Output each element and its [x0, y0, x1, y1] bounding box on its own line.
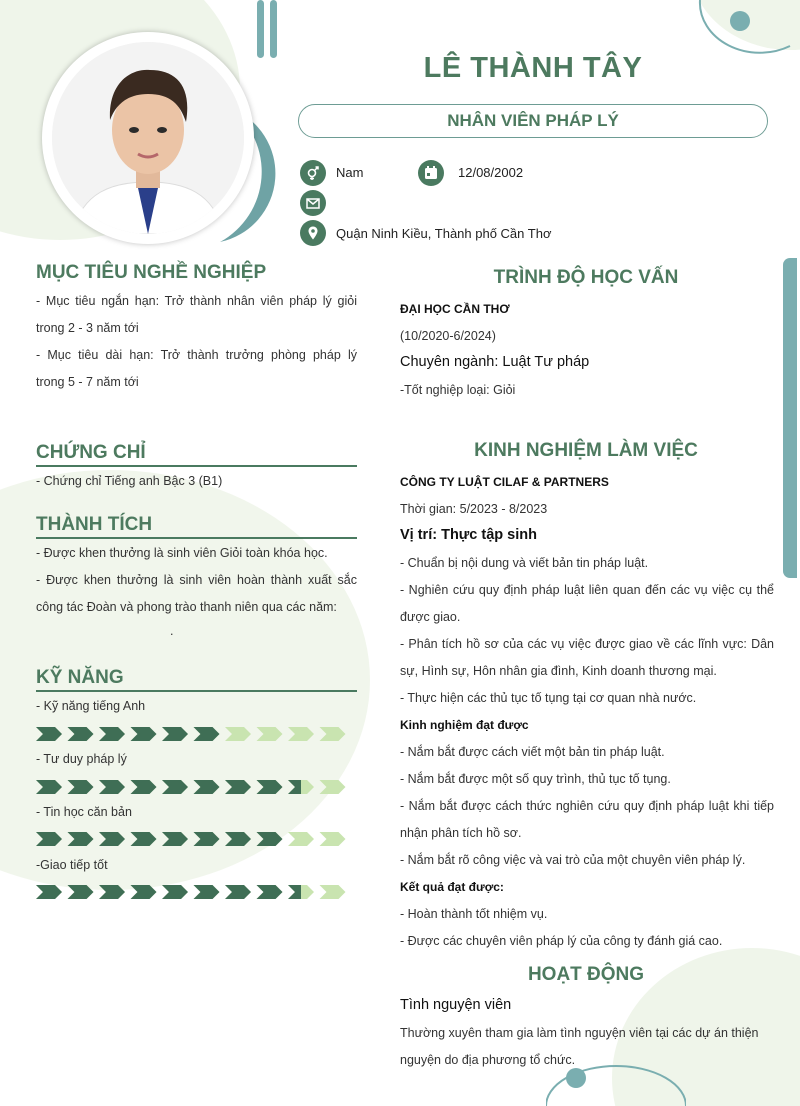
- skill-level-bar: [36, 884, 348, 900]
- skill-level-bar: [36, 726, 348, 742]
- activity-line: Thường xuyên tham gia làm tình nguyện viên tại các dự án thiện: [400, 1026, 759, 1040]
- skill-chevron-filled: [36, 727, 62, 741]
- skill-chevron-filled: [99, 832, 125, 846]
- profile-photo: [52, 42, 244, 234]
- skill-chevron: [225, 727, 251, 741]
- duty-line: sự, Hình sự, Hôn nhân gia đình, Kinh doanh thương mại.: [400, 664, 717, 678]
- skill-chevron: [320, 780, 346, 794]
- certificates-heading: CHỨNG CHỈ: [36, 442, 357, 467]
- activities-heading: HOẠT ĐỘNG: [527, 964, 645, 985]
- objective-short-term: [36, 288, 357, 396]
- activity-description: [400, 1020, 774, 1074]
- duty-line: - Nghiên cứu quy định pháp luật liên quan đến các vụ việc cụ thể: [400, 583, 774, 597]
- objective-line: trong 5 - 7 năm tới: [36, 375, 139, 389]
- skill-chevron: [257, 727, 283, 741]
- education-heading: TRÌNH ĐỘ HỌC VẤN: [493, 267, 679, 288]
- achievements-heading: THÀNH TÍCH: [36, 514, 357, 539]
- skill-chevron-filled: [99, 885, 125, 899]
- experience-company: CÔNG TY LUẬT CILAF & PARTNERS: [400, 475, 609, 489]
- skill-chevron-filled: [257, 780, 283, 794]
- objective-heading: MỤC TIÊU NGHỀ NGHIỆP: [36, 262, 267, 283]
- duty-line: - Phân tích hồ sơ của các vụ việc được giao về các lĩnh vực: Dân: [400, 637, 774, 651]
- skill-chevron-filled: [68, 727, 94, 741]
- objective-line: trong 2 - 3 năm tới: [36, 321, 139, 335]
- skill-name: - Kỹ năng tiếng Anh: [36, 699, 146, 713]
- skill-chevron-filled: [194, 885, 220, 899]
- skill-chevron-filled: [225, 885, 251, 899]
- gained-line: nhận phân tích hồ sơ.: [400, 826, 522, 840]
- gained-line: - Nắm bắt được cách thức nghiên cứu quy định pháp luật khi tiếp: [400, 799, 774, 813]
- skill-chevron-filled: [225, 832, 251, 846]
- decor-bar-2: [270, 0, 277, 58]
- skill-chevron: [320, 727, 346, 741]
- skill-chevron-filled: [162, 727, 188, 741]
- education-major: Chuyên ngành: Luật Tư pháp: [400, 354, 590, 370]
- gender-icon: [300, 160, 326, 186]
- experience-result-heading: Kết quả đạt được:: [400, 880, 504, 894]
- education-period: (10/2020-6/2024): [400, 329, 496, 343]
- skill-chevron-filled: [131, 885, 157, 899]
- education-school: ĐẠI HỌC CẦN THƠ: [400, 302, 510, 316]
- skill-chevron-filled: [68, 885, 94, 899]
- experience-gained-list: [400, 739, 774, 874]
- skill-chevron-filled: [194, 832, 220, 846]
- decor-bar-1: [257, 0, 264, 58]
- result-line: - Được các chuyên viên pháp lý của công ty đánh giá cao.: [400, 934, 723, 948]
- experience-results-list: [400, 901, 774, 955]
- job-title-badge: [298, 104, 768, 138]
- skill-chevron-filled: [257, 832, 283, 846]
- gained-line: - Nắm bắt được cách viết một bản tin pháp luật.: [400, 745, 665, 759]
- experience-duties: [400, 550, 774, 712]
- skill-chevron-filled: [162, 780, 188, 794]
- achievement-dot: .: [170, 624, 174, 638]
- skill-chevron-filled: [131, 780, 157, 794]
- skill-chevron-filled: [257, 885, 283, 899]
- skill-level-bar: [36, 779, 348, 795]
- skill-name: - Tư duy pháp lý: [36, 752, 127, 766]
- objective-line: - Mục tiêu dài hạn: Trở thành trưởng phòng pháp lý: [36, 348, 357, 362]
- skill-chevron-filled: [68, 780, 94, 794]
- skill-chevron: [288, 727, 314, 741]
- achievements-list: [36, 540, 357, 621]
- skill-chevron-filled: [131, 727, 157, 741]
- achievement-line: - Được khen thưởng là sinh viên hoàn thành xuất sắc: [36, 573, 357, 587]
- experience-position: Vị trí: Thực tập sinh: [400, 527, 537, 543]
- duty-line: - Thực hiện các thủ tục tố tụng tại cơ quan nhà nước.: [400, 691, 697, 705]
- candidate-name: LÊ THÀNH TÂY: [423, 52, 643, 84]
- achievement-line: công tác Đoàn và phong trào thanh niên qua các năm:: [36, 600, 337, 614]
- skill-chevron-filled: [36, 832, 62, 846]
- skill-name: - Tin học căn bản: [36, 805, 132, 819]
- duty-line: - Chuẩn bị nội dung và viết bản tin pháp luật.: [400, 556, 649, 570]
- certificate-item: - Chứng chỉ Tiếng anh Bậc 3 (B1): [36, 474, 223, 488]
- skill-chevron: [320, 832, 346, 846]
- skill-chevron: [288, 832, 314, 846]
- skill-chevron-filled: [99, 780, 125, 794]
- gained-line: - Nắm bắt rõ công việc và vai trò của một chuyên viên pháp lý.: [400, 853, 746, 867]
- location-icon: [300, 220, 326, 246]
- skills-heading: KỸ NĂNG: [36, 667, 357, 692]
- education-grade: -Tốt nghiệp loại: Giỏi: [400, 383, 516, 397]
- decor-arc-top-right: [690, 0, 800, 60]
- experience-time: Thời gian: 5/2023 - 8/2023: [400, 502, 548, 516]
- skill-chevron-filled: [194, 727, 220, 741]
- calendar-icon: [418, 160, 444, 186]
- gender-value: Nam: [336, 165, 364, 180]
- skill-chevron-filled: [225, 780, 251, 794]
- activity-line: nguyện do địa phương tổ chức.: [400, 1053, 576, 1067]
- skill-chevron-filled: [36, 780, 62, 794]
- skill-chevron: [320, 885, 346, 899]
- skill-chevron-filled: [36, 885, 62, 899]
- objective-line: - Mục tiêu ngắn hạn: Trở thành nhân viên pháp lý giỏi: [36, 294, 357, 308]
- skill-chevron-filled: [162, 885, 188, 899]
- skill-chevron-filled: [99, 727, 125, 741]
- gained-line: - Nắm bắt được một số quy trình, thủ tục tố tụng.: [400, 772, 671, 786]
- decor-bar-right: [783, 258, 797, 578]
- skill-name: -Giao tiếp tốt: [36, 858, 108, 872]
- experience-gained-heading: Kinh nghiệm đạt được: [400, 718, 529, 732]
- achievement-line: - Được khen thưởng là sinh viên Giỏi toàn khóa học.: [36, 546, 328, 560]
- experience-heading: KINH NGHIỆM LÀM VIỆC: [474, 440, 698, 461]
- skill-chevron-filled: [131, 832, 157, 846]
- skill-chevron-filled: [68, 832, 94, 846]
- email-icon: [300, 190, 326, 216]
- skill-level-bar: [36, 831, 348, 847]
- skill-chevron-filled: [162, 832, 188, 846]
- skill-chevron-filled: [194, 780, 220, 794]
- birthdate-value: 12/08/2002: [458, 165, 524, 180]
- duty-line: được giao.: [400, 610, 461, 624]
- activity-title: Tình nguyện viên: [400, 997, 512, 1013]
- job-title: NHÂN VIÊN PHÁP LÝ: [447, 111, 619, 130]
- address-value: Quận Ninh Kiều, Thành phố Cần Thơ: [336, 226, 552, 241]
- result-line: - Hoàn thành tốt nhiệm vụ.: [400, 907, 548, 921]
